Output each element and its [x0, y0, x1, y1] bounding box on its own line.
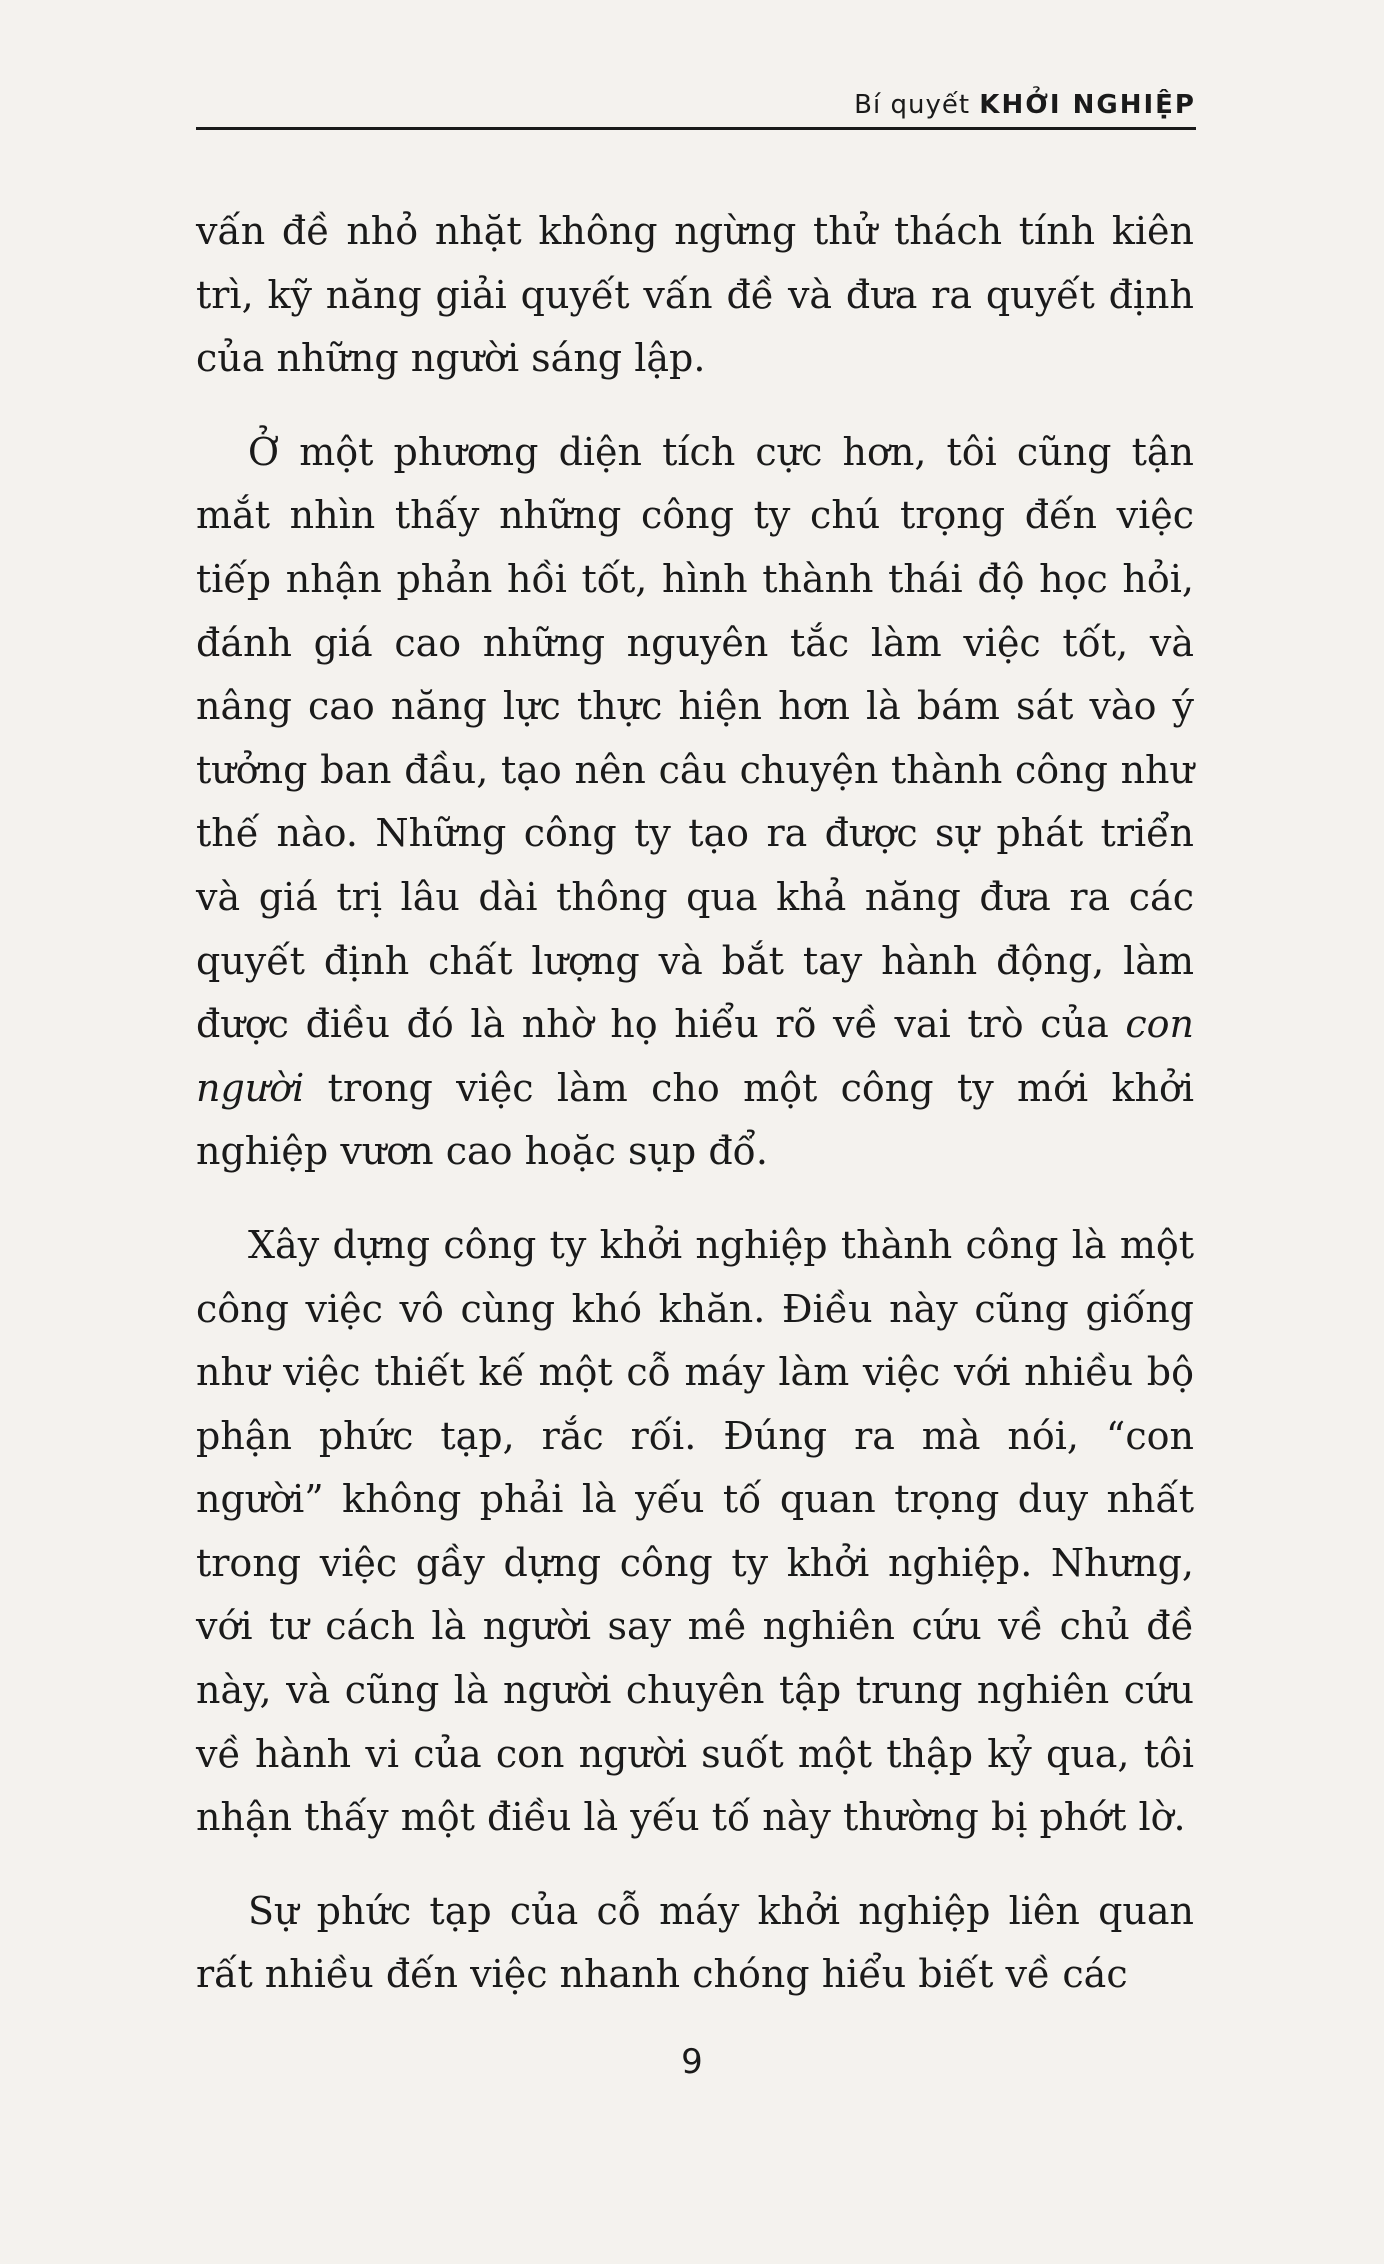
paragraph-2-italic-term: con người — [196, 1002, 1194, 1110]
running-header — [196, 88, 1196, 130]
page-number: 9 — [681, 2042, 703, 2082]
paragraph-2 — [196, 421, 1194, 1184]
paragraph-2-text-after: trong việc làm cho một công ty mới khởi nghiệp vươn cao hoặc sụp đổ. — [196, 1065, 1194, 1174]
running-header-title-prefix: Bí quyết — [854, 90, 980, 120]
running-header-title-bold: KHỞI NGHIỆP — [979, 90, 1196, 120]
body-text — [196, 200, 1194, 2037]
paragraph-2-text-before: Ở một phương diện tích cực hơn, tôi cũng tận mắt nhìn thấy những công ty chú trọng đến việc tiếp nhận phản hồi tốt, hình thành thái độ học hỏi, đánh giá cao những nguyên tắc làm việc tốt, và nâng cao năng lực thực hiện hơn là bám sát vào ý tưởng ban đầu, tạo nên câu chuyện thành công như thế nào. Những công ty tạo ra được sự phát triển và giá trị lâu dài thông qua khả năng đưa ra các quyết định chất lượng và bắt tay hành động, làm được điều đó là nhờ họ hiểu rõ về vai trò của — [196, 429, 1194, 1047]
paragraph-4: Sự phức tạp của cỗ máy khởi nghiệp liên quan rất nhiều đến việc nhanh chóng hiểu biết về các — [196, 1888, 1194, 1997]
header-rule — [196, 127, 1196, 130]
running-header-title — [854, 90, 1196, 120]
paragraph-3: Xây dựng công ty khởi nghiệp thành công là một công việc vô cùng khó khăn. Điều này cũng giống như việc thiết kế một cỗ máy làm việc với nhiều bộ phận phức tạp, rắc rối. Đúng ra mà nói, “con người” không phải là yếu tố quan trọng duy nhất trong việc gầy dựng công ty khởi nghiệp. Nhưng, với tư cách là người say mê nghiên cứu về chủ đề này, và cũng là người chuyên tập trung nghiên cứu về hành vi của con người suốt một thập kỷ qua, tôi nhận thấy một điều là yếu tố này thường bị phớt lờ. — [196, 1222, 1194, 1840]
paragraph-1: vấn đề nhỏ nhặt không ngừng thử thách tính kiên trì, kỹ năng giải quyết vấn đề và đưa ra quyết định của những người sáng lập. — [196, 209, 1194, 381]
